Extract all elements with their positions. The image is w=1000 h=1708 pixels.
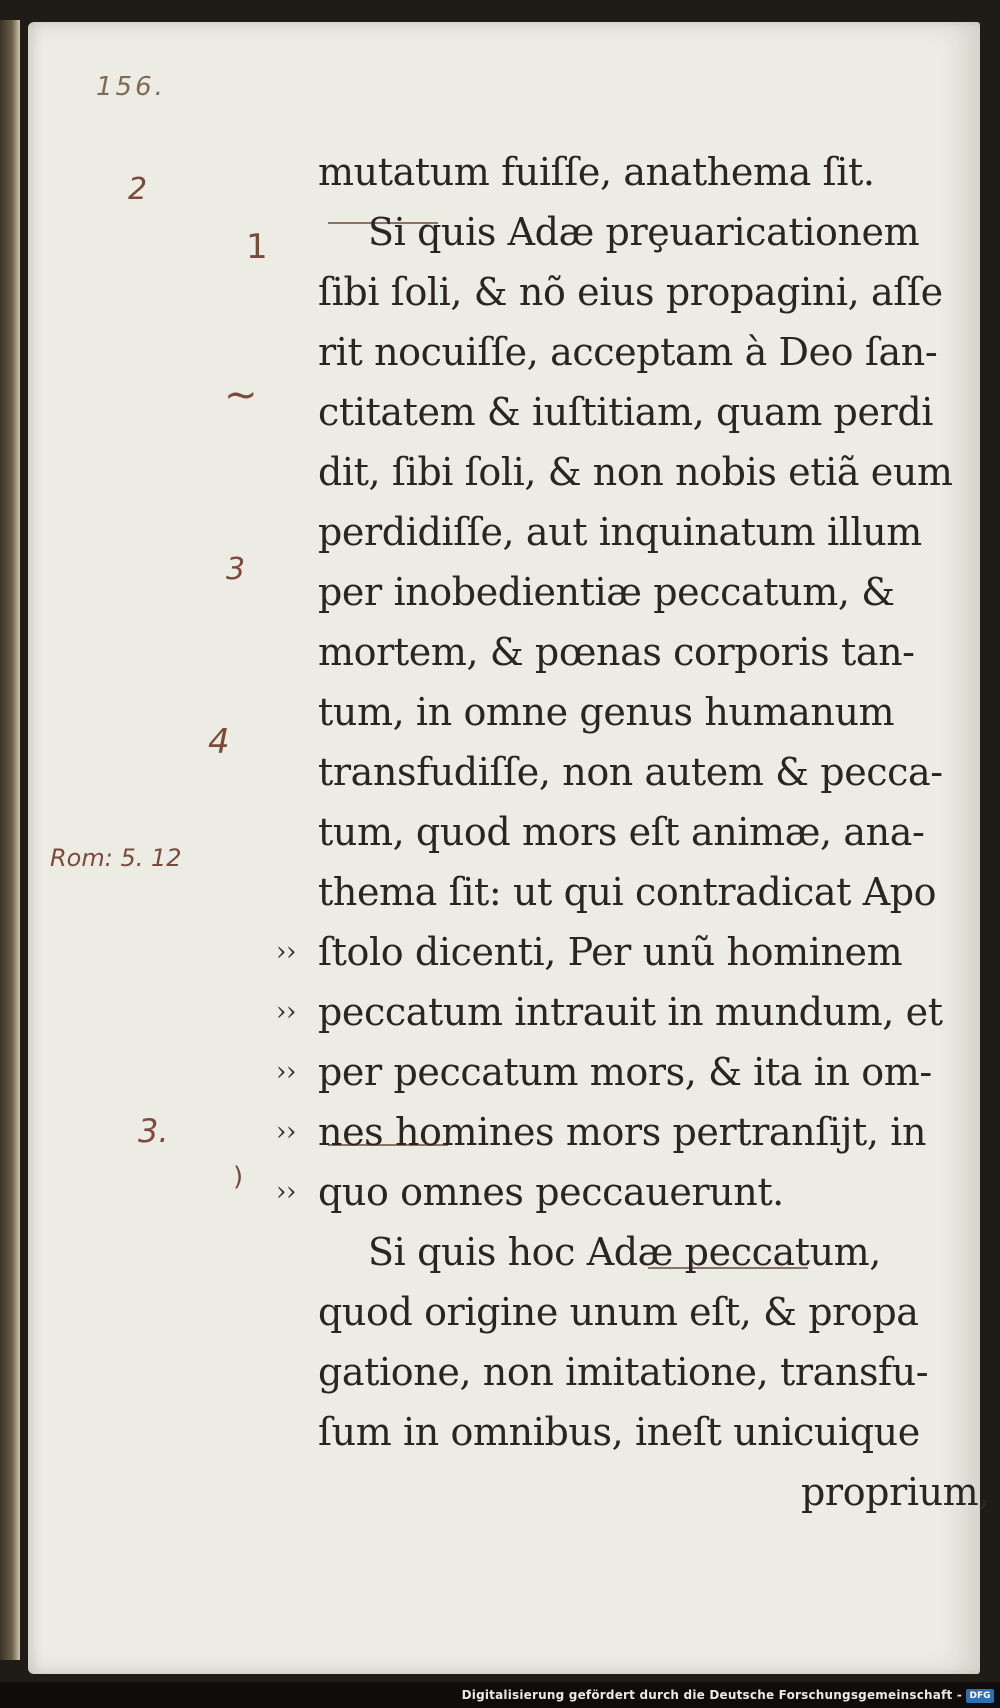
catchword: proprium, — [801, 1470, 990, 1514]
text-line: per inobedientiæ peccatum, & — [318, 570, 895, 614]
text-line: dit, ſibi ſoli, & non nobis etiã eum — [318, 450, 953, 494]
page-number: 156. — [96, 72, 166, 102]
quote-mark: ›› — [276, 1177, 296, 1207]
text-line: quo omnes peccauerunt. — [318, 1170, 784, 1214]
text-line: tum, quod mors eſt animæ, ana- — [318, 810, 925, 854]
text-line: per peccatum mors, & ita in om- — [318, 1050, 932, 1094]
text-line: Si quis Adæ prȩuaricationem — [368, 210, 920, 254]
text-line: transfudiſſe, non autem & pecca- — [318, 750, 943, 794]
quote-mark: ›› — [276, 997, 296, 1027]
text-line: thema ſit: ut qui contradicat Apo — [318, 870, 937, 914]
quoted-line — [276, 1162, 998, 1222]
text-line: nes homines mors pertranſijt, in — [318, 1110, 927, 1154]
quote-mark: ›› — [276, 937, 296, 967]
scan-footer-strip — [0, 1682, 1000, 1708]
dfg-logo-icon: DFG — [966, 1689, 994, 1703]
text-line: ſum in omnibus, ineſt unicuique — [318, 1410, 920, 1454]
quoted-line — [276, 1042, 998, 1102]
text-line: quod origine unum eſt, & propa — [318, 1290, 919, 1334]
text-line: Si quis hoc Adæ peccatum, — [368, 1230, 881, 1274]
margin-note-3b: 3. — [138, 1112, 169, 1150]
text-line: peccatum intrauit in mundum, et — [318, 990, 943, 1034]
quoted-line — [276, 922, 998, 982]
document-page — [28, 22, 990, 1674]
main-text-block — [276, 142, 998, 1522]
text-line: perdidiſſe, aut inquinatum illum — [318, 510, 922, 554]
margin-note-rom-5-12: Rom: 5. 12 — [50, 844, 182, 872]
quote-mark: ›› — [276, 1117, 296, 1147]
text-line: mortem, & pœnas corporis tan- — [318, 630, 915, 674]
book-gutter — [0, 20, 20, 1660]
margin-note-tilde: ~ — [224, 372, 258, 418]
text-line: mutatum fuiſſe, anathema ſit. — [318, 150, 875, 194]
text-line: tum, in omne genus humanum — [318, 690, 895, 734]
margin-note-2: 2 — [128, 172, 148, 207]
quoted-line — [276, 1102, 998, 1162]
quote-mark: ›› — [276, 1057, 296, 1087]
digitization-credit: Digitalisierung gefördert durch die Deutsche Forschungsgemeinschaft - — [461, 1688, 962, 1702]
text-line: ſtolo dicenti, Per unũ hominem — [318, 930, 903, 974]
margin-note-1: 1 — [246, 227, 268, 267]
text-line: gatione, non imitatione, transfu- — [318, 1350, 929, 1394]
text-line: rit nocuiſſe, acceptam à Deo ſan- — [318, 330, 938, 374]
margin-note-3a: 3 — [226, 552, 246, 587]
text-line: ctitatem & iuſtitiam, quam perdi — [318, 390, 934, 434]
margin-note-paren: ) — [233, 1162, 244, 1192]
margin-note-4: 4 — [208, 722, 230, 762]
text-line: ſibi ſoli, & nõ eius propagini, aſſe — [318, 270, 943, 314]
quoted-line — [276, 982, 998, 1042]
